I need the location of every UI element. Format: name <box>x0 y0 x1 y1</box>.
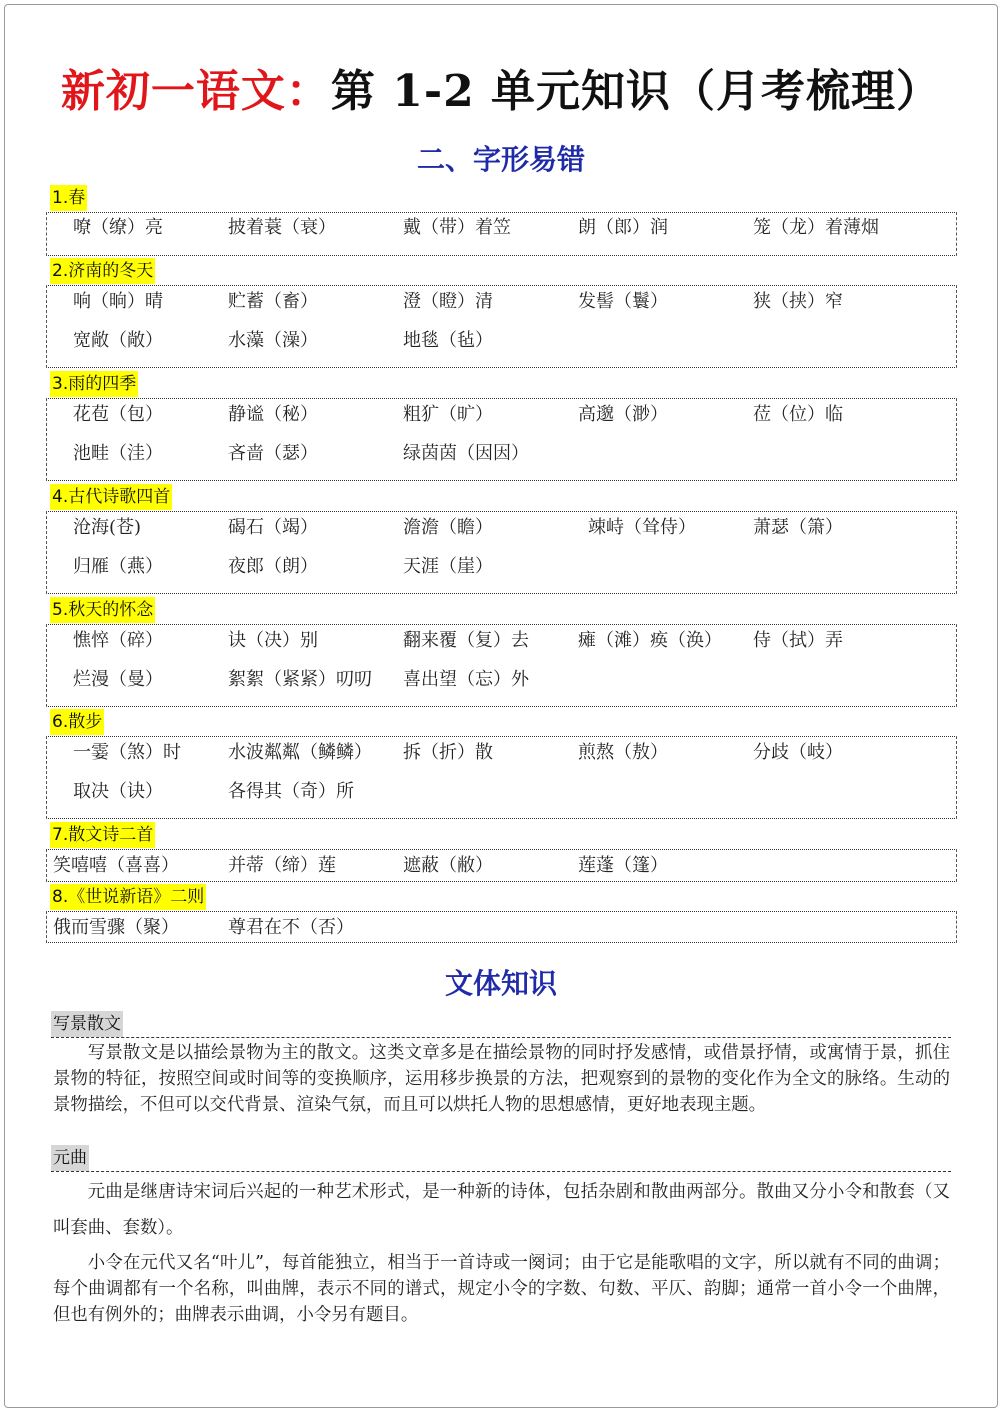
word-item: 喜出望（忘）外 <box>403 669 529 690</box>
lesson-label-8: 8.《世说新语》二则 <box>50 884 206 910</box>
genre-paragraph: 元曲是继唐诗宋词后兴起的一种艺术形式，是一种新的诗体，包括杂剧和散曲两部分。散曲又分小令和散套（又叫套曲、套数）。 <box>53 1182 950 1238</box>
lesson-box-8 <box>46 911 957 943</box>
genre-paragraph: 写景散文是以描绘景物为主的散文。这类文章多是在描绘景物的同时抒发感情，或借景抒情，或寓情于景，抓住景物的特征，按照空间或时间等的变换顺序，运用移步换景的方法，把观察到的景物的变化作为全文的脉络。生动的景物描绘，不但可以交代背景、渲染气氛，而且可以烘托人物的思想感情，更好地表现主题。 <box>53 1043 950 1115</box>
word-item: 萧瑟（箫） <box>753 517 843 538</box>
word-item: 归雁（燕） <box>73 556 163 577</box>
word-item: 遮蔽（敝） <box>403 855 493 876</box>
word-item: 分歧（岐） <box>753 742 843 763</box>
word-item: 水波粼粼（鳞鳞） <box>228 742 372 763</box>
word-item: 静谧（秘） <box>228 404 318 425</box>
word-item: 瘫（滩）痪（涣） <box>578 630 722 651</box>
lesson-label-4: 4.古代诗歌四首 <box>50 484 172 510</box>
word-item: 笼（龙）着薄烟 <box>753 217 879 238</box>
title-black-part: 第 1-2 单元知识（月考梳理） <box>330 66 942 117</box>
lesson-label-3: 3.雨的四季 <box>50 371 138 397</box>
word-item: 诀（决）别 <box>228 630 318 651</box>
lesson-label-5: 5.秋天的怀念 <box>50 597 155 623</box>
word-item: 吝啬（瑟） <box>228 443 318 464</box>
word-item: 烂漫（曼） <box>73 669 163 690</box>
word-item: 嘹（缭）亮 <box>73 217 163 238</box>
word-item: 澄（瞪）清 <box>403 291 493 312</box>
word-item: 池畦（洼） <box>73 443 163 464</box>
word-item: 夜郎（朗） <box>228 556 318 577</box>
word-item: 俄而雪骤（聚） <box>53 917 179 938</box>
word-item: 煎熬（敖） <box>578 742 668 763</box>
word-item: 沧海(苍) <box>73 517 142 538</box>
word-item: 高邈（渺） <box>578 404 668 425</box>
genre-label-yuanqu: 元曲 <box>51 1145 89 1171</box>
word-item: 笑嘻嘻（喜喜） <box>53 855 179 876</box>
lesson-box-7 <box>46 849 957 882</box>
word-item: 竦峙（耸侍） <box>588 517 696 538</box>
title-red-part: 新初一语文： <box>60 66 331 117</box>
word-item: 并蒂（缔）莲 <box>228 855 336 876</box>
word-item: 粗犷（旷） <box>403 404 493 425</box>
word-item: 莅（位）临 <box>753 404 843 425</box>
word-item: 拆（折）散 <box>403 742 493 763</box>
word-item: 水藻（澡） <box>228 330 318 351</box>
genre-label-landscape-prose: 写景散文 <box>51 1011 123 1037</box>
page-title <box>0 55 1002 119</box>
word-item: 一霎（煞）时 <box>73 742 181 763</box>
lesson-label-1: 1.春 <box>50 185 87 211</box>
word-item: 碣石（竭） <box>228 517 318 538</box>
section-title-glyph-errors: 二、字形易错 <box>416 143 585 176</box>
word-item: 天涯（崖） <box>403 556 493 577</box>
divider <box>51 1171 951 1172</box>
word-item: 披着蓑（衰） <box>228 217 336 238</box>
section-title-genre-knowledge: 文体知识 <box>444 967 557 1000</box>
word-item: 戴（带）着笠 <box>403 217 511 238</box>
lesson-label-7: 7.散文诗二首 <box>50 822 155 848</box>
word-item: 朗（郎）润 <box>578 217 668 238</box>
word-item: 澹澹（瞻） <box>403 517 493 538</box>
lesson-label-6: 6.散步 <box>50 709 104 735</box>
word-item: 絮絮（紧紧）叨叨 <box>228 669 372 690</box>
word-item: 地毯（毡） <box>403 330 493 351</box>
genre-paragraph: 小令在元代又名“叶儿”，每首能独立，相当于一首诗或一阕词；由于它是能歌唱的文字，所以就有不同的曲调；每个曲调都有一个名称，叫曲牌，表示不同的谱式，规定小令的字数、句数、平仄、韵脚；通常一首小令一个曲牌，但也有例外的；曲牌表示曲调，小令另有题目。 <box>53 1253 950 1325</box>
word-item: 翻来覆（复）去 <box>403 630 529 651</box>
divider <box>51 1037 951 1038</box>
word-item: 各得其（奇）所 <box>228 781 354 802</box>
word-item: 响（晌）晴 <box>73 291 163 312</box>
word-item: 侍（拭）弄 <box>753 630 843 651</box>
word-item: 狭（挟）窄 <box>753 291 843 312</box>
word-item: 贮蓄（畜） <box>228 291 318 312</box>
word-item: 憔悴（碎） <box>73 630 163 651</box>
word-item: 绿茵茵（因因） <box>403 443 529 464</box>
word-item: 取决（诀） <box>73 781 163 802</box>
word-item: 莲蓬（篷） <box>578 855 668 876</box>
word-item: 宽敞（敞） <box>73 330 163 351</box>
word-item: 尊君在不（否） <box>228 917 354 938</box>
lesson-label-2: 2.济南的冬天 <box>50 258 155 284</box>
word-item: 花苞（包） <box>73 404 163 425</box>
word-item: 发髻（鬟） <box>578 291 668 312</box>
